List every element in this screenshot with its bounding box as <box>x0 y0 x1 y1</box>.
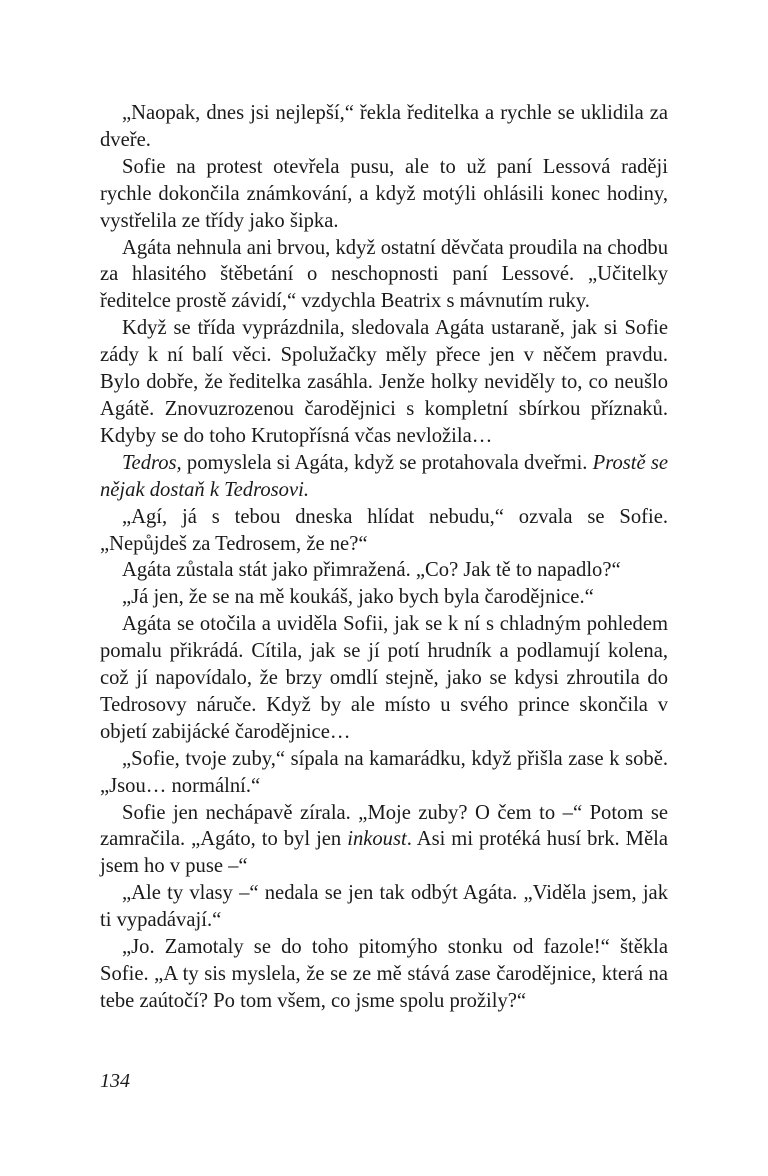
text-run: „Sofie, tvoje zuby,“ sípala na kamarádku, když přišla zase k sobě. „Jsou… normální.“ <box>100 747 668 797</box>
paragraph <box>100 235 668 316</box>
paragraph <box>100 557 668 584</box>
text-run: „Naopak, dnes jsi nejlepší,“ řekla ředitelka a rychle se uklidila za dveře. <box>100 102 668 151</box>
text-run: „Agí, já s tebou dneska hlídat nebudu,“ ozvala se Sofie. „Nepůjdeš za Tedrosem, že ne?“ <box>100 505 668 555</box>
paragraph <box>100 611 668 746</box>
paragraph <box>100 450 668 504</box>
page-number: 134 <box>100 1070 130 1092</box>
paragraph <box>100 315 668 450</box>
text-run: Agáta zůstala stát jako přimražená. „Co? Jak tě to napadlo?“ <box>122 559 621 582</box>
text-run: Sofie jen nechápavě zírala. „Moje zuby? O čem to –“ Potom se zamračila. „Agáto, to byl jen <box>100 801 668 851</box>
paragraph <box>100 504 668 558</box>
text-run: Sofie na protest otevřela pusu, ale to už paní Lessová raději rychle dokončila známkování, a když motýli ohlásili konec hodiny, vystřelila ze třídy jako šipka. <box>100 155 668 232</box>
text-run: „Já jen, že se na mě koukáš, jako bych byla čarodějnice.“ <box>122 586 594 609</box>
paragraph <box>100 880 668 934</box>
text-run: „Jo. Zamotaly se do toho pitomýho stonku od fazole!“ štěkla Sofie. „A ty sis myslela, že se ze mě stává zase čarodějnice, která na tebe zaútočí? Po tom všem, co jsme spolu prožily?“ <box>100 936 668 1012</box>
text-run: . Asi mi protéká husí brk. Měla jsem ho v puse –“ <box>100 828 668 878</box>
paragraph <box>100 934 668 1015</box>
paragraph <box>100 584 668 611</box>
paragraph <box>100 800 668 881</box>
text-run: „Ale ty vlasy –“ nedala se jen tak odbýt Agáta. „Viděla jsem, jak ti vypadávají.“ <box>100 882 668 932</box>
text-run: Agáta nehnula ani brvou, když ostatní děvčata proudila na chodbu za hlasitého štěbetání o neschopnosti paní Lessové. „Učitelky ředitelce prostě závidí,“ vzdychla Beatrix s mávnutím ruky. <box>100 236 668 313</box>
paragraph <box>100 746 668 800</box>
italic-text: Prostě se nějak dostaň k Tedrosovi. <box>100 451 668 501</box>
text-run: Agáta se otočila a uviděla Sofii, jak se k ní s chladným pohledem pomalu přikrádá. Cítila, jak se jí potí hrudník a podlamují kolena, což jí napovídalo, že brzy omdlí stejně, jako se kdysi zhroutila do Tedrosovy náruče. Když by ale místo u svého prince skončila v objetí zabijácké čarodějnice… <box>100 613 668 743</box>
body-text <box>100 100 668 1015</box>
text-run: pomyslela si Agáta, když se protahovala dveřmi. <box>181 451 593 474</box>
italic-text: inkoust <box>347 828 407 851</box>
paragraph <box>100 100 668 154</box>
italic-text: Tedros, <box>122 451 182 474</box>
text-run: Když se třída vyprázdnila, sledovala Agáta ustaraně, jak si Sofie zády k ní balí věci. Spolužačky měly přece jen v něčem pravdu. Bylo dobře, že ředitelka zasáhla. Jenže holky neviděly to, co neušlo Agátě. Znovuzrozenou čarodějnici s kompletní sbírkou příznaků. Kdyby se do toho Krutopřísná včas nevložila… <box>100 317 668 447</box>
paragraph <box>100 154 668 235</box>
